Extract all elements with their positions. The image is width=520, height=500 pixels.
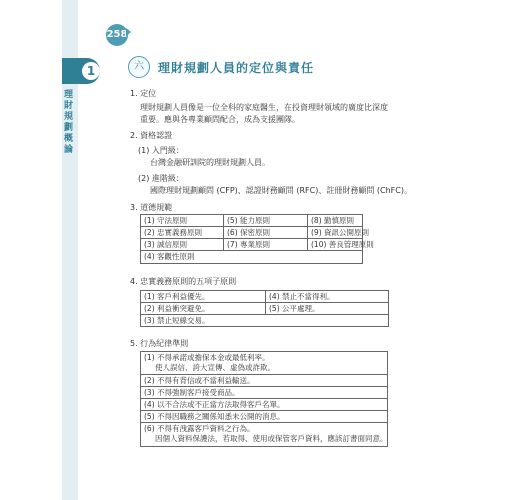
s2-advanced-text: 國際理財規劃顧問 (CFP)、認證財務顧問 (RFC)、註冊財務顧問 (ChFC)。 bbox=[150, 186, 412, 195]
s3-cell: (7) 專業原則 bbox=[227, 240, 271, 249]
s5-row: (6) 不得有洩露客戶資料之行為。 bbox=[144, 424, 255, 433]
s4-cell: (1) 客戶利益優先。 bbox=[144, 292, 210, 301]
s5-row-detail: 因個人資料保護法，若取得、使用或保管客戶資料，應該訂書面同意。 bbox=[155, 434, 388, 443]
s4-heading: 4. 忠實義務原則的五項子原則 bbox=[130, 277, 237, 286]
s2-entry-text: 台灣金融研訓院的理財規劃人員。 bbox=[150, 158, 270, 167]
s3-table bbox=[140, 214, 374, 264]
s5-row: (5) 不得因職務之關係知悉未公開的消息。 bbox=[144, 412, 285, 421]
page-number: 258 bbox=[106, 24, 128, 46]
s1-line-1: 理財規劃人員像是一位全科的家庭醫生，在投資理財領域的廣度比深度 bbox=[140, 103, 388, 112]
s4-cell: (3) 禁止短線交易。 bbox=[144, 316, 210, 325]
s3-cell: (5) 能力原則 bbox=[227, 216, 271, 225]
section-number-icon: 六 bbox=[128, 56, 150, 78]
s3-cell: (8) 勤慎原則 bbox=[311, 216, 355, 225]
chapter-label: 理財規劃概論 bbox=[64, 90, 74, 155]
s5-row-detail: 使人誤信、誇大宣傳、虛偽或詐欺。 bbox=[155, 363, 275, 372]
s1-heading: 1. 定位 bbox=[130, 89, 157, 98]
s5-row: (2) 不得有背信或不當利益輸送。 bbox=[144, 376, 255, 385]
s3-cell: (2) 忠實義務原則 bbox=[144, 228, 203, 237]
s4-cell: (4) 禁止不當得利。 bbox=[269, 292, 335, 301]
s2-entry-label: (1) 入門級： bbox=[138, 146, 184, 155]
section-title: 理財規劃人員的定位與責任 bbox=[158, 60, 315, 75]
s3-cell: (10) 善良管理原則 bbox=[311, 240, 374, 249]
s4-cell: (5) 公平處理。 bbox=[269, 304, 320, 313]
s2-heading: 2. 資格認證 bbox=[130, 131, 173, 140]
s3-cell: (9) 資訊公開原則 bbox=[311, 228, 370, 237]
s2-advanced-label: (2) 進階級： bbox=[138, 174, 184, 183]
s5-row: (4) 以不合法或不正當方法取得客戶名單。 bbox=[144, 400, 285, 409]
chapter-number: 1 bbox=[82, 62, 100, 80]
s3-cell: (6) 保密原則 bbox=[227, 228, 271, 237]
s5-table bbox=[140, 351, 388, 447]
s3-cell: (3) 誠信原則 bbox=[144, 240, 188, 249]
s5-row: (3) 不得強制客戶接受商品。 bbox=[144, 388, 240, 397]
s3-cell: (4) 客觀性原則 bbox=[144, 252, 195, 261]
s3-cell: (1) 守法原則 bbox=[144, 216, 188, 225]
s4-cell: (2) 利益衝突避免。 bbox=[144, 304, 210, 313]
s5-row: (1) 不得承諾或擔保本金或最低利率。 bbox=[144, 353, 270, 362]
section-header bbox=[128, 56, 314, 78]
s3-heading: 3. 道德規範 bbox=[130, 203, 173, 212]
s5-heading: 5. 行為紀律準則 bbox=[130, 339, 189, 348]
s1-line-2: 重要。應與各專業顧問配合，成為支援團隊。 bbox=[140, 115, 300, 124]
s4-table bbox=[140, 290, 389, 327]
